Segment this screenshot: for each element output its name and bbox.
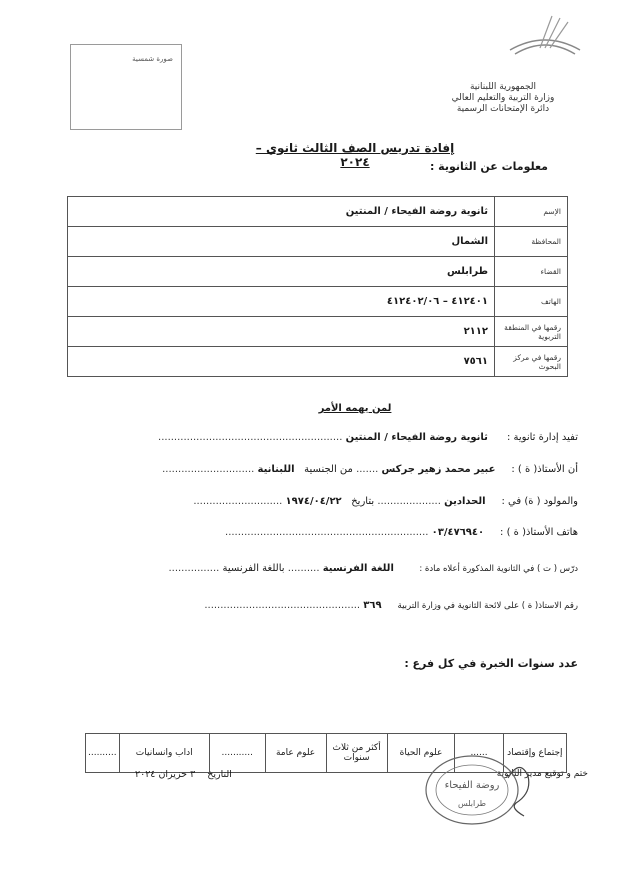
row-value-governorate: الشمال [68,227,495,257]
ministry-header [428,82,578,115]
cell-humanities: اداب وانسانيات [119,734,209,773]
ministry-line-ministry: وزارة التربية والتعليم العالي [451,93,555,103]
row-label-edu-region: رقمها في المنطقة التربوية [495,317,568,347]
years-heading: عدد سنوات الخبرة في كل فرع : [404,657,578,670]
ministry-logo-icon [500,10,590,60]
table-row [68,287,568,317]
cell-life-sciences-years: أكثر من ثلاث سنوات [326,734,387,773]
row-value-district: طرابلس [68,257,495,287]
line2-mid: من الجنسية [304,464,353,475]
line2-label: أن الأستاذ( ة ) : [511,464,578,475]
cell-general-sciences: علوم عامة [265,734,326,773]
row-label-district: القضاء [495,257,568,287]
line4-label: هاتف الأستاذ( ة ) : [500,527,578,538]
table-row [68,257,568,287]
row-value-name: ثانوية روضة الفيحاء / المنتين [68,197,495,227]
table-row [68,197,568,227]
line1-label: تفيد إدارة ثانوية : [506,432,578,443]
row-label-governorate: المحافظة [495,227,568,257]
school-stamp-icon [420,748,540,830]
line1-value: ثانوية روضة الفيحاء / المنتين [345,432,488,443]
cell-general-sciences-years: ........... [209,734,265,773]
body-line-teacher: أن الأستاذ( ة ) : عبير محمد زهير جركس ....... من الجنسية اللبنانية ............................. [162,464,578,475]
line6-value: ٣٦٩ [363,600,382,611]
school-info-heading: معلومات عن الثانوية : [429,160,548,173]
document-title: إفادة تدريس الصف الثالث ثانوي – ٢٠٢٤ [255,141,455,169]
date-line [135,769,232,780]
body-line-school: تفيد إدارة ثانوية : ثانوية روضة الفيحاء / المنتين .......................................................... [158,432,578,443]
principal-signature-label: ختم و توقيع مدير الثانوية [496,769,588,779]
cell-social-economics: إجتماع وإقتصاد [503,734,566,773]
row-value-edu-region: ٢١١٢ [68,317,495,347]
body-line-teacher-number: رقم الاستاذ( ة ) على لائحة الثانوية في وزارة التربية ٣٦٩ ................................................. [204,600,578,611]
line6-label: رقم الاستاذ( ة ) على لائحة الثانوية في وزارة التربية [397,601,578,611]
school-info-table [67,196,568,377]
row-value-phone: ٤١٢٤٠١ – ٤١٢٤٠٢/٠٦ [68,287,495,317]
row-value-research-center: ٧٥٦١ [68,347,495,377]
date-value: ٣ حزيران ٢٠٢٤ [135,769,196,780]
row-label-research-center: رقمها في مركز البحوث [495,347,568,377]
row-label-name: الإسم [495,197,568,227]
line3-label: والمولود ( ة) في : [501,496,578,507]
line5-label: درّس ( ت ) في الثانوية المذكورة أعلاه مادة : [419,564,578,574]
stamp-text: روضة الفيحاء [444,780,500,791]
stamp-city: طرابلس [457,799,487,808]
line5-mid: باللغة الفرنسية [222,563,285,574]
to-whom-heading: لمن يهمه الأمر [318,403,392,414]
body-line-subject: درّس ( ت ) في الثانوية المذكورة أعلاه مادة : اللغة الفرنسية .......... باللغة الفرنسية ................ [168,563,578,574]
row-label-phone: الهاتف [495,287,568,317]
table-row [68,227,568,257]
photo-label: صورة شمسية [132,55,173,63]
line3-mid: بتاريخ [351,496,375,507]
line2-value2: اللبنانية [257,464,295,475]
line3-value2: ١٩٧٤/٠٤/٢٢ [285,496,342,507]
line3-value: الحدادين [444,496,486,507]
body-line-birth: والمولود ( ة) في : الحدادين .................... بتاريخ ١٩٧٤/٠٤/٢٢ ............................ [193,496,578,507]
cell-life-sciences: علوم الحياة [387,734,455,773]
line5-value: اللغة الفرنسية [322,563,394,574]
table-row [68,347,568,377]
line4-value: ٠٣/٤٧٦٩٤٠ [431,527,485,538]
ministry-line-republic: الجمهورية اللبنانية [469,82,537,92]
body-line-teacher-phone: هاتف الأستاذ( ة ) : ٠٣/٤٧٦٩٤٠ ................................................................ [225,527,578,538]
cell-social-economics-years: ...... [455,734,503,773]
table-row [68,317,568,347]
cell-humanities-years: .......... [86,734,120,773]
date-label: التاريخ [207,769,232,780]
ministry-line-department: دائرة الإمتحانات الرسمية [456,104,550,114]
photo-box [70,44,182,130]
line2-value: عبير محمد زهير جركس [381,464,496,475]
